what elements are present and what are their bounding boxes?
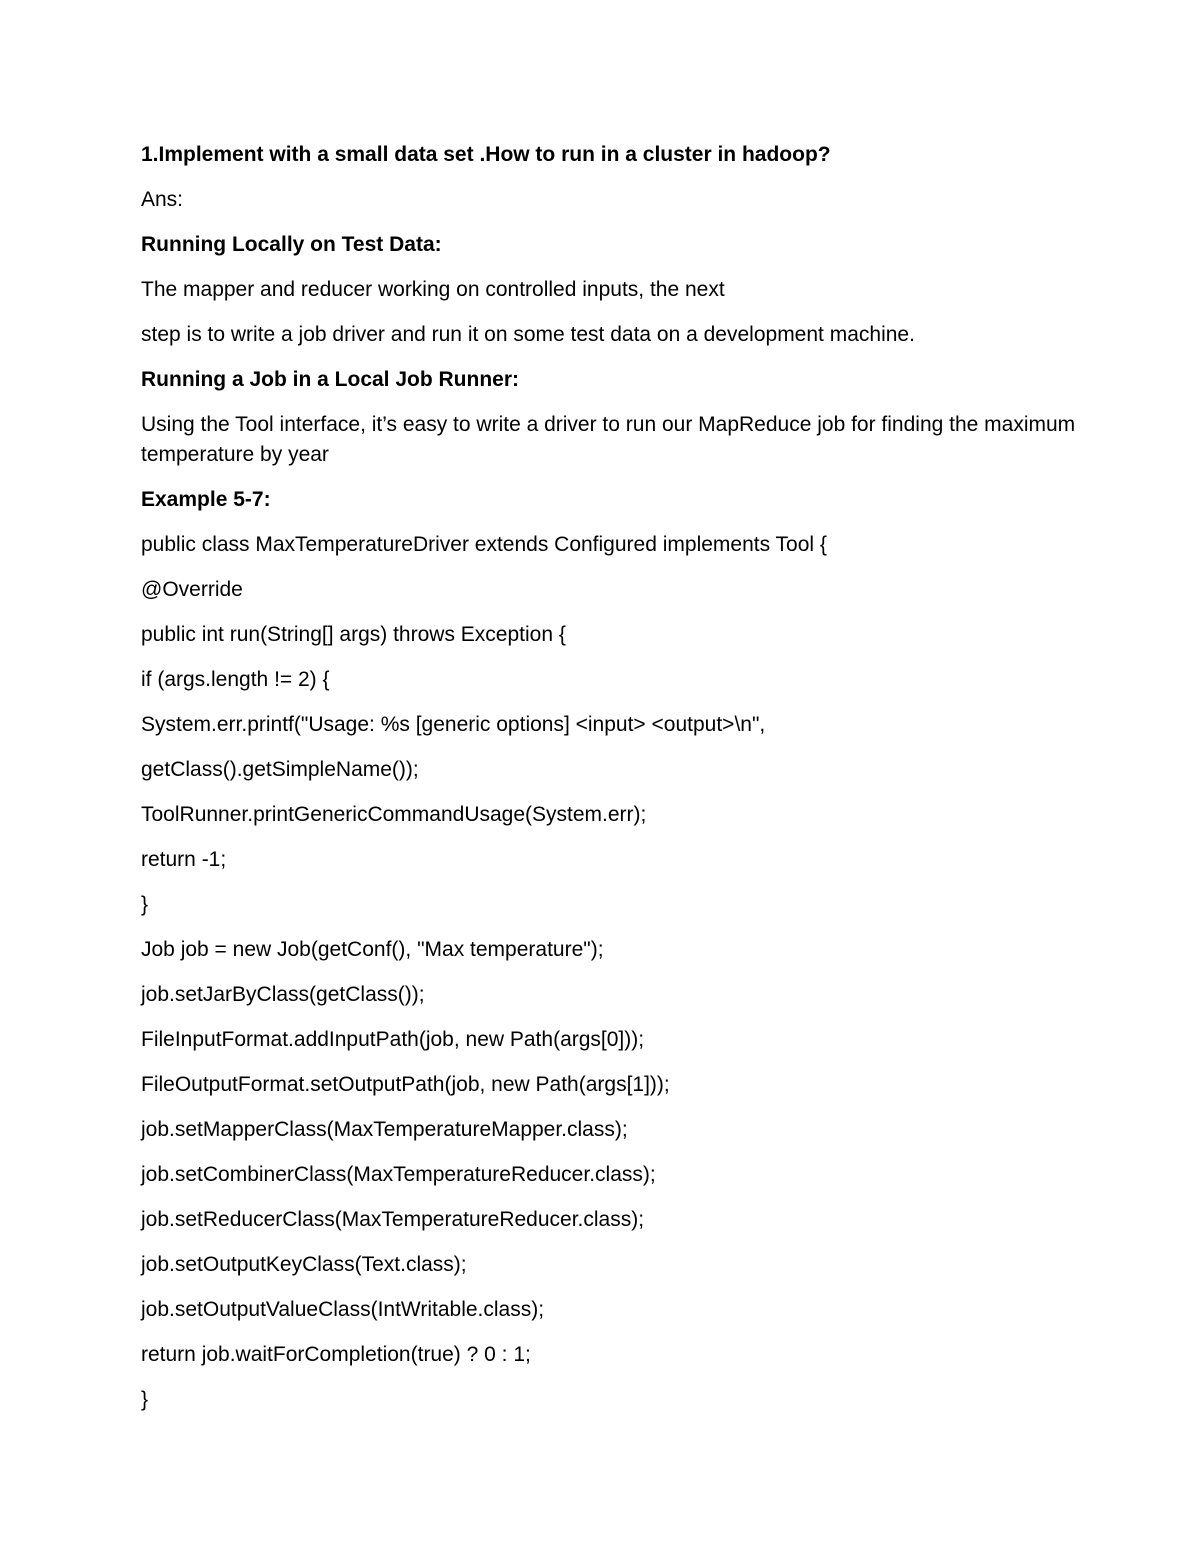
code-line: public class MaxTemperatureDriver extends Configured implements Tool { — [141, 533, 827, 556]
code-line: getClass().getSimpleName()); — [141, 758, 419, 781]
code-line: job.setOutputValueClass(IntWritable.class); — [141, 1298, 545, 1321]
question-heading: 1.Implement with a small data set .How to run in a cluster in hadoop? — [141, 143, 831, 166]
paragraph-mapper-reducer: The mapper and reducer working on controlled inputs, the next — [141, 278, 725, 301]
code-line: job.setOutputKeyClass(Text.class); — [141, 1253, 467, 1276]
code-line: job.setReducerClass(MaxTemperatureReducer.class); — [141, 1208, 645, 1231]
document-body — [141, 140, 1091, 1430]
answer-label: Ans: — [141, 188, 184, 211]
code-line: System.err.printf("Usage: %s [generic options] <input> <output>\n", — [141, 713, 766, 736]
section-heading-local-job-runner: Running a Job in a Local Job Runner: — [141, 368, 520, 391]
code-line: job.setMapperClass(MaxTemperatureMapper.class); — [141, 1118, 628, 1141]
code-block — [141, 530, 1091, 1415]
code-line: return -1; — [141, 848, 227, 871]
code-line: FileInputFormat.addInputPath(job, new Path(args[0])); — [141, 1028, 645, 1051]
code-line: @Override — [141, 578, 243, 601]
section-heading-local-test-data: Running Locally on Test Data: — [141, 233, 442, 256]
code-line: FileOutputFormat.setOutputPath(job, new Path(args[1])); — [141, 1073, 670, 1096]
example-heading: Example 5-7: — [141, 488, 271, 511]
paragraph-job-driver: step is to write a job driver and run it on some test data on a development machine. — [141, 323, 915, 346]
code-line: Job job = new Job(getConf(), "Max temperature"); — [141, 938, 604, 961]
code-line: if (args.length != 2) { — [141, 668, 330, 691]
code-line: ToolRunner.printGenericCommandUsage(System.err); — [141, 803, 647, 826]
code-line: job.setCombinerClass(MaxTemperatureReducer.class); — [141, 1163, 656, 1186]
code-line: return job.waitForCompletion(true) ? 0 : 1; — [141, 1343, 531, 1366]
code-line: } — [141, 893, 149, 916]
code-line: job.setJarByClass(getClass()); — [141, 983, 425, 1006]
code-line: public int run(String[] args) throws Exception { — [141, 623, 566, 646]
code-line: } — [141, 1388, 149, 1411]
paragraph-tool-interface: Using the Tool interface, it’s easy to write a driver to run our MapReduce job for finding the maximum temperature by year — [141, 413, 1082, 466]
